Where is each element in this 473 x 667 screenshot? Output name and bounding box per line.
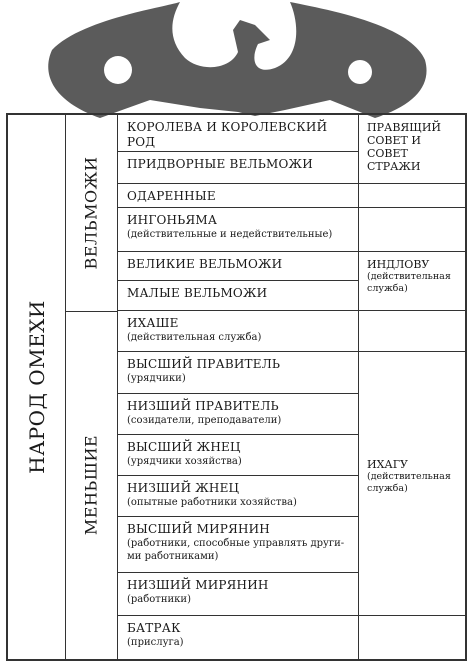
people-column: [8, 115, 66, 659]
rank-row: [118, 152, 358, 184]
rank-note: (действительные и недействительные): [127, 229, 333, 240]
rank-note: (созидатели, преподаватели): [127, 415, 282, 426]
people-label: НАРОД ОМЕХИ: [24, 300, 49, 474]
rank-row: [118, 311, 358, 352]
rank-name: ВЫСШИЙ ПРАВИТЕЛЬ: [127, 357, 281, 371]
rank-row: [118, 616, 358, 659]
rank-note: (урядчики): [127, 373, 186, 384]
service-cell-empty: [359, 311, 465, 352]
rank-row: [118, 476, 358, 517]
rank-row: [118, 394, 358, 435]
rank-row: [118, 281, 358, 311]
service-cell-empty: [359, 616, 465, 659]
rank-row: [118, 435, 358, 476]
caste-cell-nobles: [65, 115, 117, 312]
service-name: ИХАГУ: [367, 458, 408, 471]
caste-label: МЕНЬШИЕ: [81, 434, 101, 536]
caste-label: ВЕЛЬМОЖИ: [81, 156, 101, 270]
rank-note: (урядчики хозяйства): [127, 456, 242, 467]
rank-name: БАТРАК: [127, 621, 181, 635]
rank-note: (прислуга): [127, 637, 184, 648]
rank-note: (действительная служба): [127, 332, 262, 343]
rank-note: (работники): [127, 594, 191, 605]
rank-name: НИЗШИЙ ПРАВИТЕЛЬ: [127, 399, 279, 413]
rank-name: ВЫСШИЙ ЖНЕЦ: [127, 440, 241, 454]
service-cell-empty: [359, 184, 465, 208]
service-cell-ihagu: [359, 352, 465, 616]
rank-row: [118, 184, 358, 208]
service-note: (действительная служба): [367, 271, 451, 294]
rank-row: [118, 517, 358, 573]
service-note: (действительная служба): [367, 471, 451, 494]
rank-name: ВЕЛИКИЕ ВЕЛЬМОЖИ: [127, 257, 283, 271]
service-cell-indlovu: [359, 252, 465, 311]
rank-row: [118, 352, 358, 394]
service-name: ПРАВЯЩИЙ СОВЕТ И СОВЕТ СТРАЖИ: [367, 121, 442, 173]
rank-name: ОДАРЕННЫЕ: [127, 189, 216, 203]
rank-name: ВЫСШИЙ МИРЯНИН: [127, 522, 270, 536]
rank-note: (работники, способные управлять други-ми работниками): [127, 538, 345, 562]
service-name: ИНДЛОВУ: [367, 258, 430, 271]
rank-name: ИНГОНЬЯМА: [127, 213, 218, 227]
rank-name: ИХАШЕ: [127, 316, 179, 330]
rank-name: ПРИДВОРНЫЕ ВЕЛЬМОЖИ: [127, 157, 313, 171]
social-hierarchy-table: [6, 113, 467, 661]
service-cell-council: [359, 115, 465, 184]
rank-row: [118, 115, 358, 152]
rank-column: [118, 115, 359, 659]
rank-row: [118, 573, 358, 616]
rank-name: НИЗШИЙ ЖНЕЦ: [127, 481, 240, 495]
rank-name: КОРОЛЕВА И КОРОЛЕВСКИЙ РОД: [127, 120, 328, 149]
caste-cell-lesser: [65, 311, 117, 659]
service-column: [359, 115, 465, 659]
rank-name: МАЛЫЕ ВЕЛЬМОЖИ: [127, 286, 268, 300]
service-cell-empty: [359, 208, 465, 252]
rank-name: НИЗШИЙ МИРЯНИН: [127, 578, 269, 592]
dragon-emblem-icon: [0, 0, 473, 118]
rank-row: [118, 252, 358, 281]
rank-row: [118, 208, 358, 252]
caste-column: [65, 115, 118, 659]
rank-note: (опытные работники хозяйства): [127, 497, 297, 508]
